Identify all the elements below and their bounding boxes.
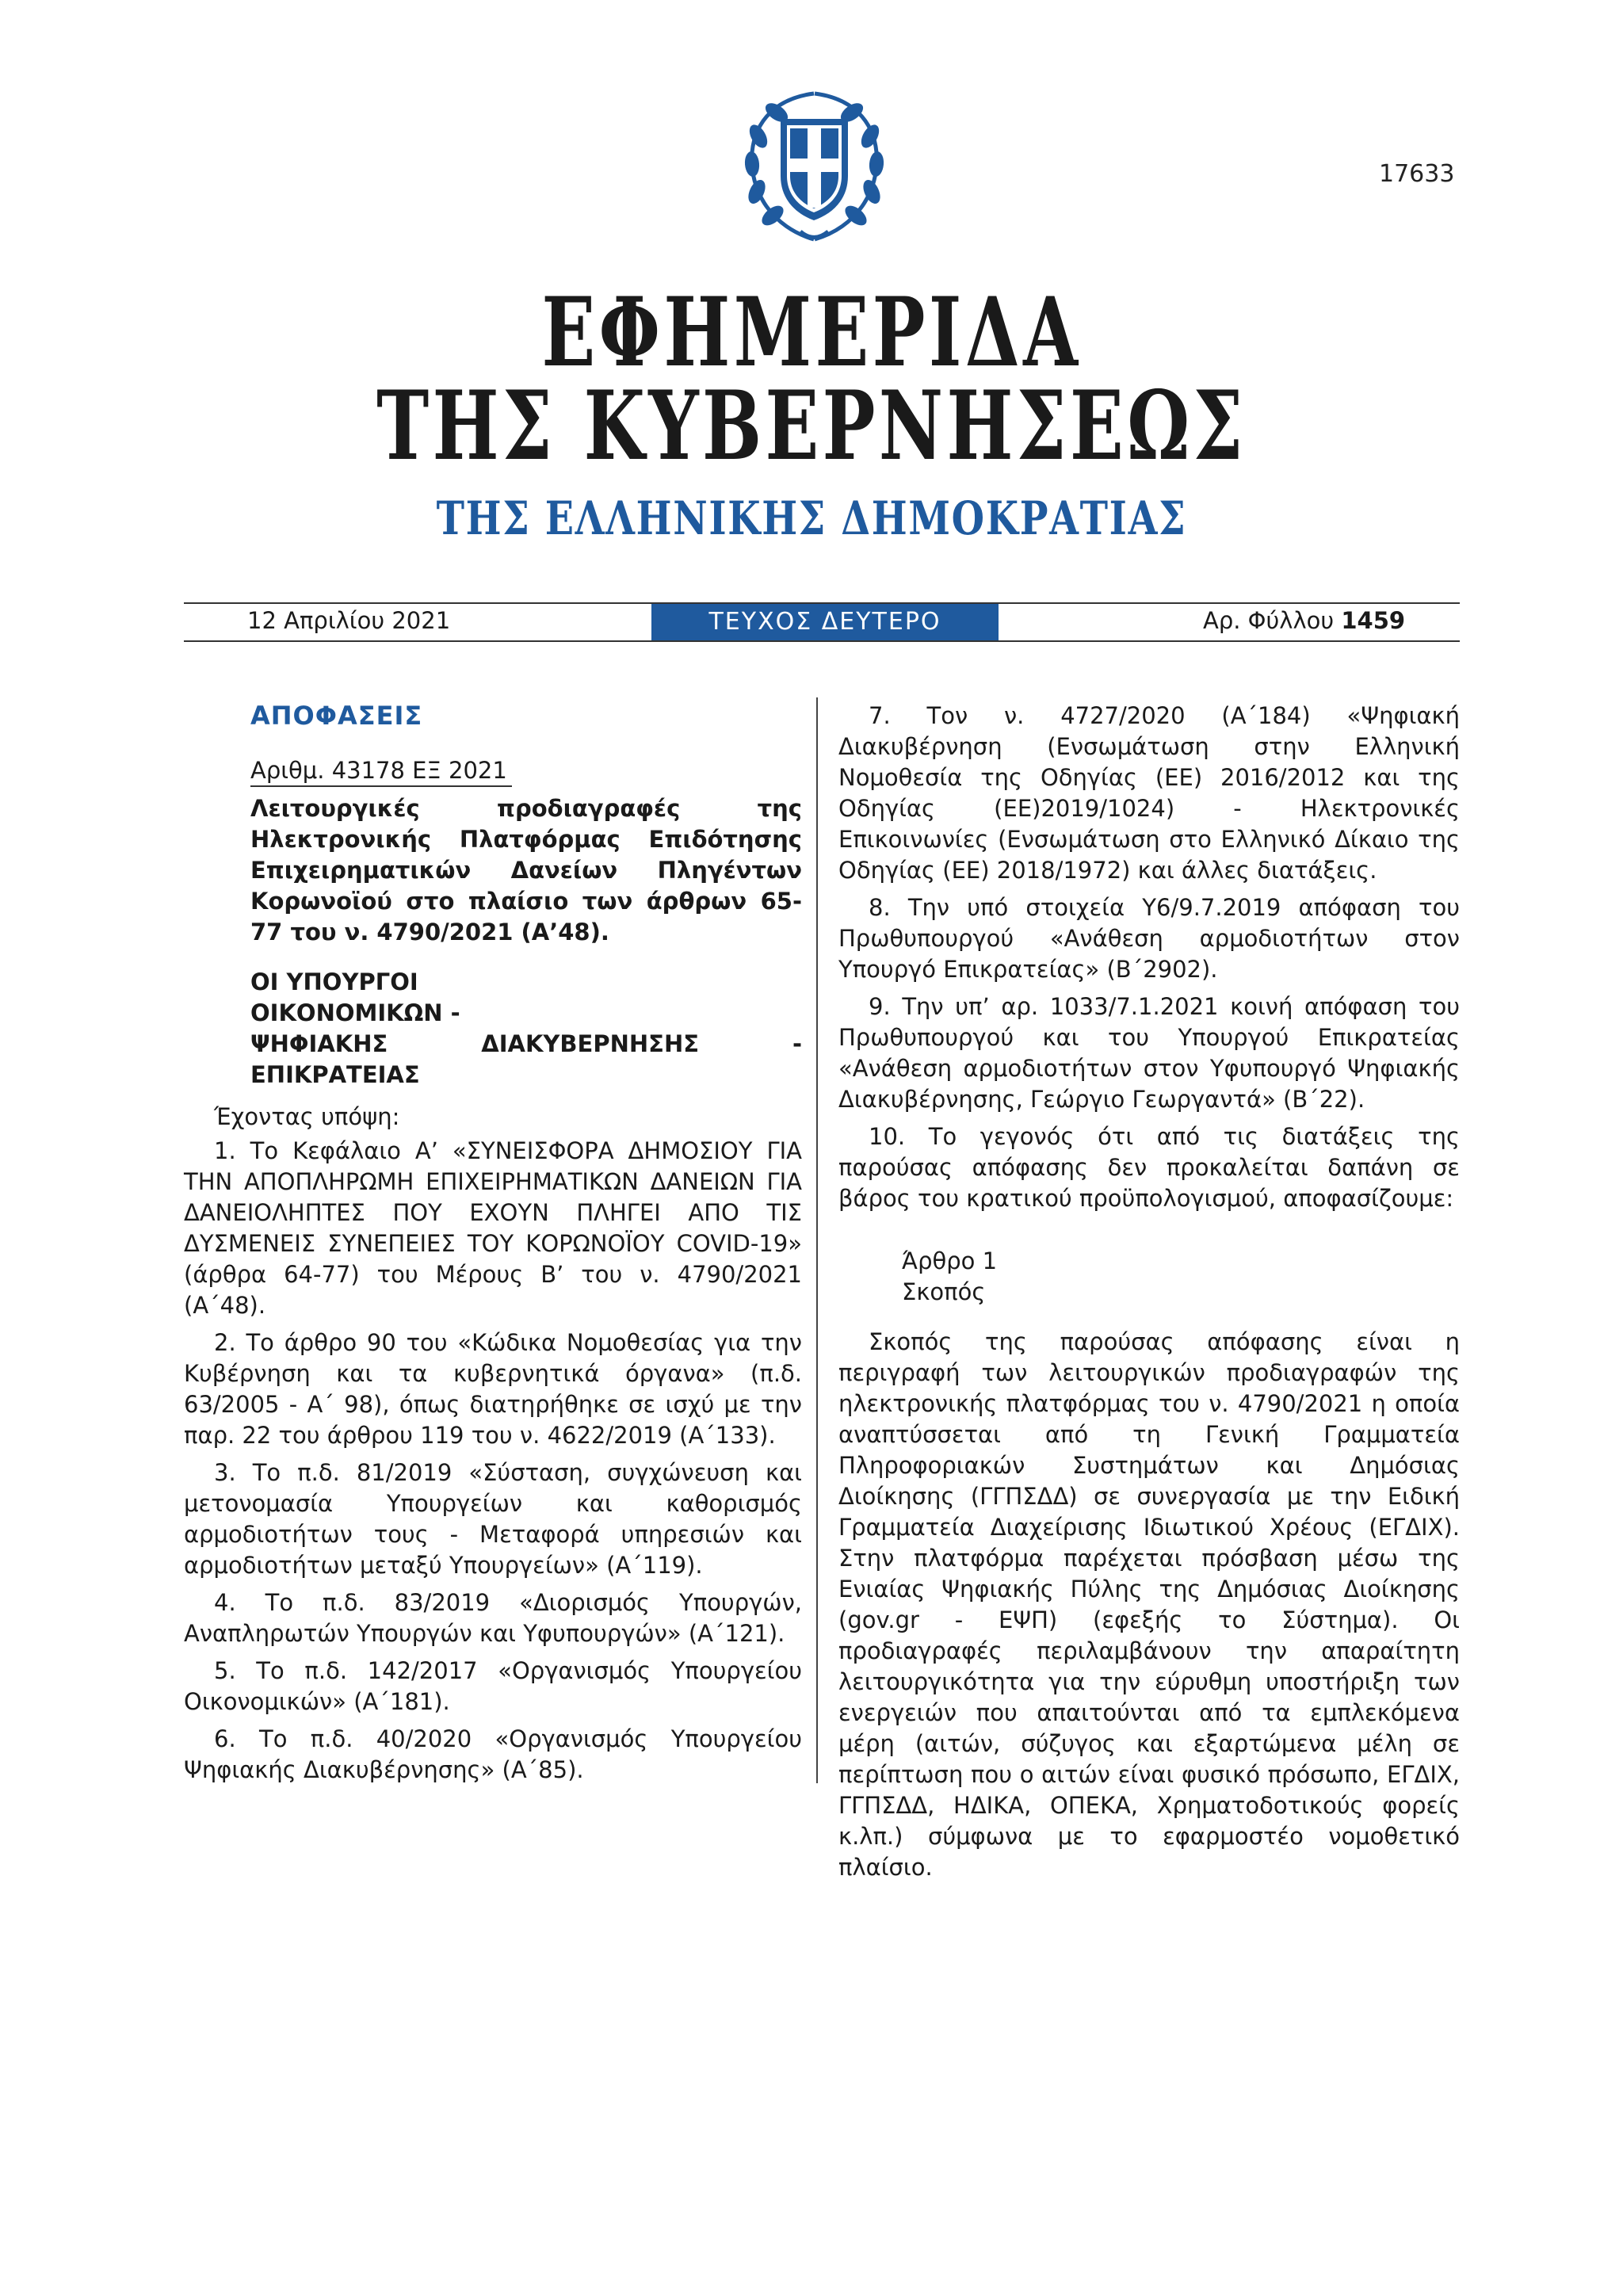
gazette-subtitle: ΤΗΣ ΕΛΛΗΝΙΚΗΣ ΔΗΜΟΚΡΑΤΙΑΣ	[436, 491, 1187, 545]
having-regard-intro: Έχοντας υπόψη:	[214, 1103, 400, 1130]
sheet-number	[1203, 607, 1405, 634]
ministers-line: ΟΙΚΟΝΟΜΙΚΩΝ -	[250, 999, 460, 1026]
ministers-line: ΨΗΦΙΑΚΗΣ ΔΙΑΚΥΒΕΡΝΗΣΗΣ - ΕΠΙΚΡΑΤΕΙΑΣ	[250, 1030, 802, 1088]
section-heading: ΑΠΟΦΑΣΕΙΣ	[250, 701, 423, 731]
recital-item: 9. Την υπ’ αρ. 1033/7.1.2021 κοινή απόφαση του Πρωθυπουργού και του Υπουργού Επικρατείας «Ανάθεση αρμοδιοτήτων στον Υφυπουργό Ψηφιακής Διακυβέρνησης, Γεώργιο Γεωργαντά» (Β΄22).	[838, 993, 1460, 1113]
recital-item: 5. Το π.δ. 142/2017 «Οργανισμός Υπουργείου Οικονομικών» (Α΄181).	[184, 1657, 802, 1715]
ministers-heading	[250, 967, 802, 1091]
ministers-line: ΟΙ ΥΠΟΥΡΓΟΙ	[250, 968, 418, 995]
right-column	[838, 701, 1460, 1883]
gazette-title-line-2: ΤΗΣ ΚΥΒΕΡΝΗΣΕΩΣ	[376, 370, 1247, 482]
recital-item: 6. Το π.δ. 40/2020 «Οργανισμός Υπουργείου Ψηφιακής Διακυβέρνησης» (Α΄85).	[184, 1725, 802, 1783]
decision-title: Λειτουργικές προδιαγραφές της Ηλεκτρονικής Πλατφόρμας Επιδότησης Επιχειρηματικών Δανείων Πληγέντων Κορωνοϊού στο πλαίσιο των άρθρων 65-77 του ν. 4790/2021 (Α’48).	[250, 795, 802, 946]
recital-item: 1. Το Κεφάλαιο Α’ «ΣΥΝΕΙΣΦΟΡΑ ΔΗΜΟΣΙΟΥ ΓΙΑ ΤΗΝ ΑΠΟΠΛΗΡΩΜΗ ΕΠΙΧΕΙΡΗΜΑΤΙΚΩΝ ΔΑΝΕΙΩΝ ΓΙΑ ΔΑΝΕΙΟΛΗΠΤΕΣ ΠΟΥ ΕΧΟΥΝ ΠΛΗΓΕΙ ΑΠΟ ΤΙΣ ΔΥΣΜΕΝΕΙΣ ΣΥΝΕΠΕΙΕΣ ΤΟΥ ΚΟΡΩΝΟΪΟΥ COVID-19» (άρθρα 64-77) του Μέρους Β’ του ν. 4790/2021 (Α΄48).	[184, 1137, 802, 1319]
sheet-number-value: 1459	[1341, 607, 1406, 634]
page-number: 17633	[1379, 160, 1455, 188]
recital-item: 2. Το άρθρο 90 του «Κώδικα Νομοθεσίας για την Κυβέρνηση και τα κυβερνητικά όργανα» (π.δ. 63/2005 - Α΄ 98), όπως διατηρήθηκε σε ισχύ με την παρ. 22 του άρθρου 119 του ν. 4622/2019 (Α΄133).	[184, 1329, 802, 1449]
recital-item: 7. Τον ν. 4727/2020 (Α΄184) «Ψηφιακή Διακυβέρνηση (Ενσωμάτωση στην Ελληνική Νομοθεσία της Οδηγίας (ΕΕ) 2016/2012 και της Οδηγίας (ΕΕ)2019/1024) - Ηλεκτρονικές Επικοινωνίες (Ενσωμάτωση στο Ελληνικό Δίκαιο της Οδηγίας (ΕΕ) 2018/1972) και άλλες διατάξεις.	[838, 702, 1460, 884]
recital-item: 8. Την υπό στοιχεία Υ6/9.7.2019 απόφαση του Πρωθυπουργού «Ανάθεση αρμοδιοτήτων στον Υπουργό Επικρατείας» (Β΄2902).	[838, 894, 1460, 983]
gazette-title-line-1: ΕΦΗΜΕΡΙΔΑ	[541, 277, 1082, 388]
issue-label: ΤΕΥΧΟΣ ΔΕΥΤΕΡΟ	[651, 604, 999, 640]
article-body: Σκοπός της παρούσας απόφασης είναι η περιγραφή των λειτουργικών προδιαγραφών της ηλεκτρονικής πλατφόρμας του ν. 4790/2021 η οποία αναπτύσσεται από τη Γενική Γραμματεία Πληροφοριακών Συστημάτων και Δημόσιας Διοίκησης (ΓΓΠΣΔΔ) σε συνεργασία με την Ειδική Γραμματεία Διαχείρισης Ιδιωτικού Χρέους (ΕΓΔΙΧ). Στην πλατφόρμα παρέχεται πρόσβαση μέσω της Ενιαίας Ψηφιακής Πύλης της Δημόσιας Διοίκησης (gov.gr - ΕΨΠ) (εφεξής το Σύστημα). Οι προδιαγραφές περιλαμβάνουν την απαραίτητη λειτουργικότητα για την εύρυθμη υποστήριξη των ενεργειών που απαιτούνται από τα εμπλεκόμενα μέρη (αιτών, σύζυγος και εξαρτώμενα μέλη σε περίπτωση που ο αιτών είναι φυσικό πρόσωπο, ΕΓΔΙΧ, ΓΓΠΣΔΔ, ΗΔΙΚΑ, ΟΠΕΚΑ, Χρηματοδοτικούς φορείς κ.λπ.) σύμφωνα με το εφαρμοστέο νομοθετικό πλαίσιο.	[838, 1328, 1460, 1881]
column-divider	[816, 697, 818, 1783]
recital-item: 3. Το π.δ. 81/2019 «Σύσταση, συγχώνευση και μετονομασία Υπουργείων και καθορισμός αρμοδιοτήτων τους - Μεταφορά υπηρεσιών και αρμοδιοτήτων μεταξύ Υπουργείων» (Α΄119).	[184, 1459, 802, 1579]
decision-number: Αριθμ. 43178 ΕΞ 2021	[250, 755, 512, 787]
recital-item: 4. Το π.δ. 83/2019 «Διορισμός Υπουργών, Αναπληρωτών Υπουργών και Υφυπουργών» (Α΄121).	[184, 1589, 802, 1647]
sheet-label: Αρ. Φύλλου	[1203, 607, 1335, 634]
article-heading	[902, 1246, 1460, 1308]
issue-band-bottom-rule	[184, 640, 1460, 642]
left-column	[184, 701, 802, 1786]
article-label: Άρθρο 1	[902, 1247, 998, 1274]
article-title: Σκοπός	[902, 1278, 986, 1305]
hellenic-republic-coat-of-arms-icon	[741, 89, 888, 247]
issue-date: 12 Απριλίου 2021	[247, 607, 451, 634]
recital-item: 10. Το γεγονός ότι από τις διατάξεις της παρούσας απόφασης δεν προκαλείται δαπάνη σε βάρος του κρατικού προϋπολογισμού, αποφασίζουμε:	[838, 1123, 1460, 1212]
